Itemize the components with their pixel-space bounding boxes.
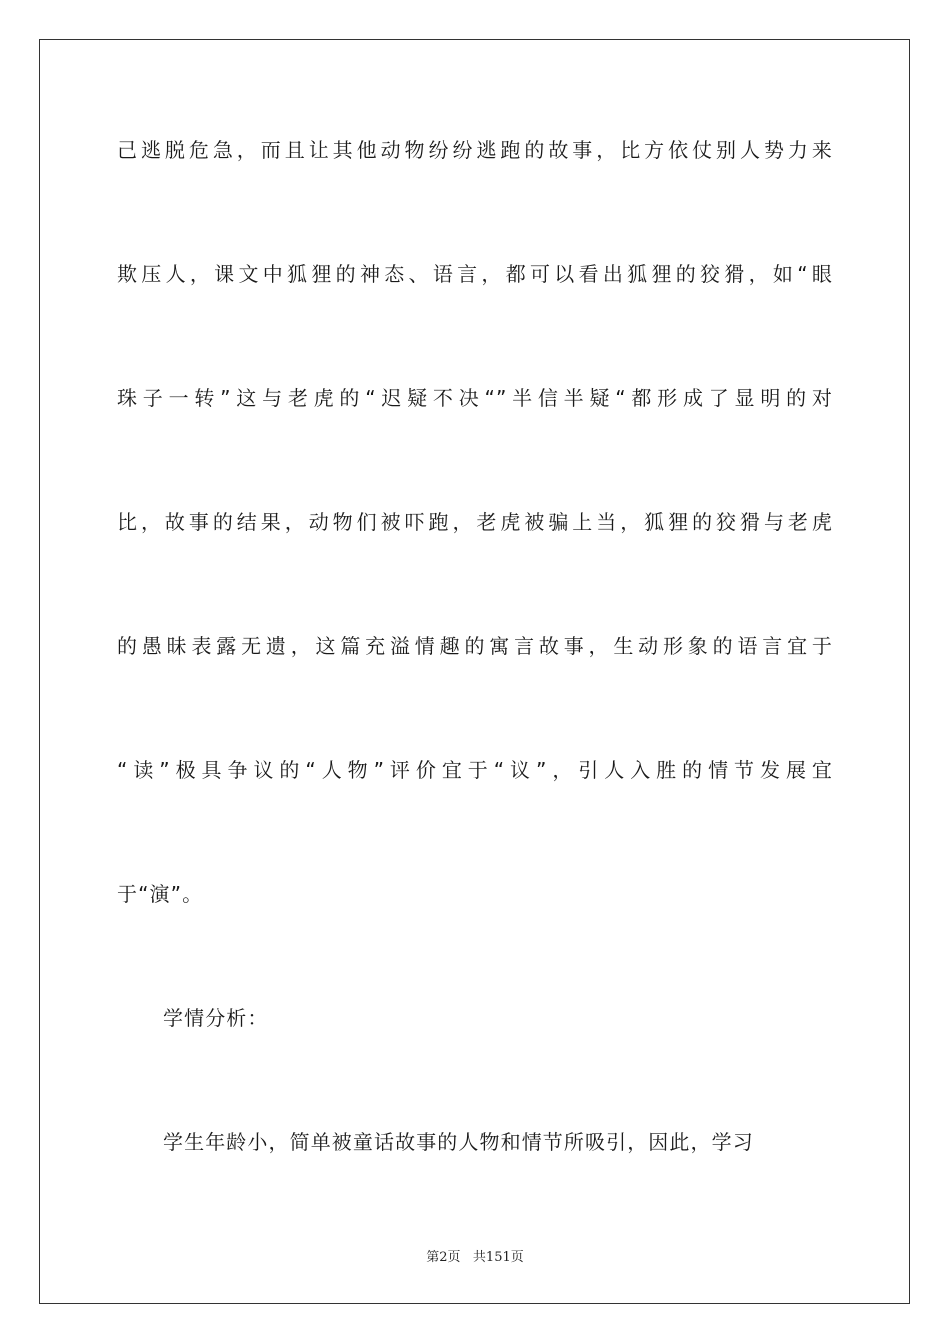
- text-line-5: 的愚昧表露无遗，这篇充溢情趣的寓言故事，生动形象的语言宜于: [117, 634, 833, 658]
- text-line-7: 于“演”。: [117, 882, 204, 906]
- text-line-2: 欺压人，课文中狐狸的神态、语言，都可以看出狐狸的狡猾，如“眼: [117, 262, 833, 286]
- section-heading: 学情分析：: [163, 1006, 269, 1030]
- text-line-1: 己逃脱危急，而且让其他动物纷纷逃跑的故事，比方依仗别人势力来: [117, 138, 833, 162]
- text-line-3: 珠子一转”这与老虎的“迟疑不决“”半信半疑“都形成了显明的对: [117, 386, 833, 410]
- text-line-6: “读”极具争议的“人物”评价宜于“议”，引人入胜的情节发展宜: [117, 758, 833, 782]
- paragraph-start: 学生年龄小，简单被童话故事的人物和情节所吸引，因此，学习: [163, 1130, 754, 1154]
- page-number-footer: 第2页 共151页: [426, 1250, 524, 1265]
- page-border: [39, 39, 910, 1304]
- text-line-4: 比，故事的结果，动物们被吓跑，老虎被骗上当，狐狸的狡猾与老虎: [117, 510, 833, 534]
